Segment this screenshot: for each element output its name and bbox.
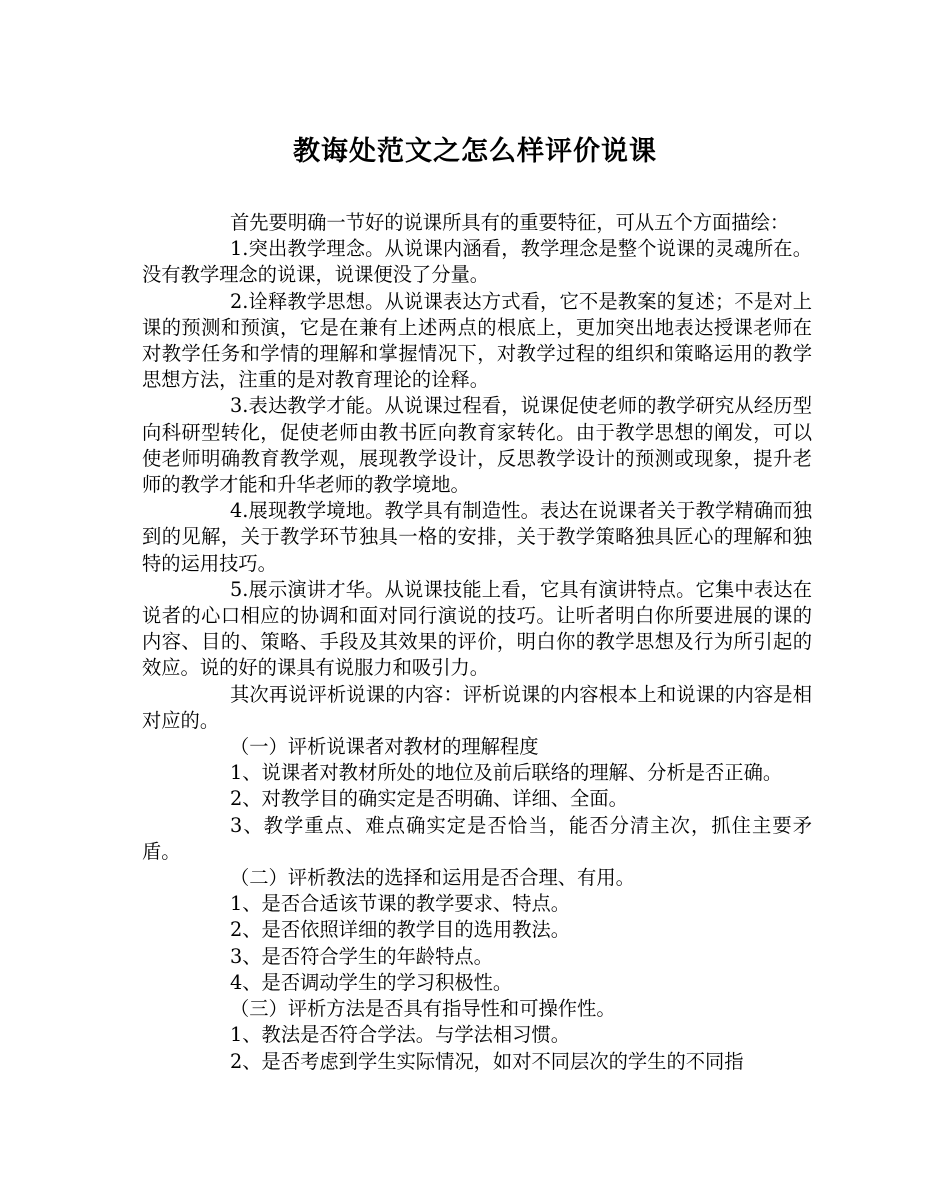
section-heading-3: （三）评析方法是否具有指导性和可操作性。 xyxy=(230,997,616,1021)
section-1-item-3: 3、教学重点、难点确实定是否恰当，能否分清主次，抓住主要矛盾。 xyxy=(142,813,812,863)
paragraph-point-4: 4.展现教学境地。教学具有制造性。表达在说课者关于教学精确而独到的见解，关于教学环节独具一格的安排，关于教学策略独具匠心的理解和独特的运用技巧。 xyxy=(142,499,812,575)
section-1-item-1: 1、说课者对教材所处的地位及前后联络的理解、分析是否正确。 xyxy=(230,761,783,785)
section-2-item-2: 2、是否依照详细的教学目的选用教法。 xyxy=(230,918,571,942)
document-body xyxy=(142,210,812,1075)
paragraph-intro: 首先要明确一节好的说课所具有的重要特征，可从五个方面描绘： xyxy=(230,211,790,234)
paragraph-point-2: 2.诠释教学思想。从说课表达方式看，它不是教案的复述；不是对上课的预测和预演，它是在兼有上述两点的根底上，更加突出地表达授课老师在对教学任务和学情的理解和掌握情况下，对教学过程的组织和策略运用的教学思想方法，注重的是对教育理论的诠释。 xyxy=(142,289,812,392)
paragraph-second-intro: 其次再说评析说课的内容：评析说课的内容根本上和说课的内容是相对应的。 xyxy=(142,682,812,732)
paragraph-point-5: 5.展示演讲才华。从说课技能上看，它具有演讲特点。它集中表达在说者的心口相应的协调和面对同行演说的技巧。让听者明白你所要进展的课的内容、目的、策略、手段及其效果的评价，明白你的教学思想及行为所引起的效应。说的好的课具有说服力和吸引力。 xyxy=(142,577,812,680)
section-2-item-3: 3、是否符合学生的年龄特点。 xyxy=(230,944,493,968)
paragraph-point-3: 3.表达教学才能。从说课过程看，说课促使老师的教学研究从经历型向科研型转化，促使老师由教书匠向教育家转化。由于教学思想的阐发，可以使老师明确教育教学观，展现教学设计，反思教学设计的预测或现象，提升老师的教学才能和升华老师的教学境地。 xyxy=(142,394,812,497)
section-3-item-1: 1、教法是否符合学法。与学法相习惯。 xyxy=(230,1023,571,1047)
section-2-item-1: 1、是否合适该节课的教学要求、特点。 xyxy=(230,892,571,916)
section-1-item-2: 2、对教学目的确实定是否明确、详细、全面。 xyxy=(230,787,628,811)
section-2-item-4: 4、是否调动学生的学习积极性。 xyxy=(230,970,513,994)
paragraph-point-1: 1.突出教学理念。从说课内涵看，教学理念是整个说课的灵魂所在。没有教学理念的说课，说课便没了分量。 xyxy=(142,237,812,287)
section-3-item-2: 2、是否考虑到学生实际情况，如对不同层次的学生的不同指 xyxy=(230,1049,744,1073)
section-heading-2: （二）评析教法的选择和运用是否合理、有用。 xyxy=(230,866,635,890)
section-heading-1: （一）评析说课者对教材的理解程度 xyxy=(230,735,539,759)
document-title: 教诲处范文之怎么样评价说课 xyxy=(293,136,657,167)
